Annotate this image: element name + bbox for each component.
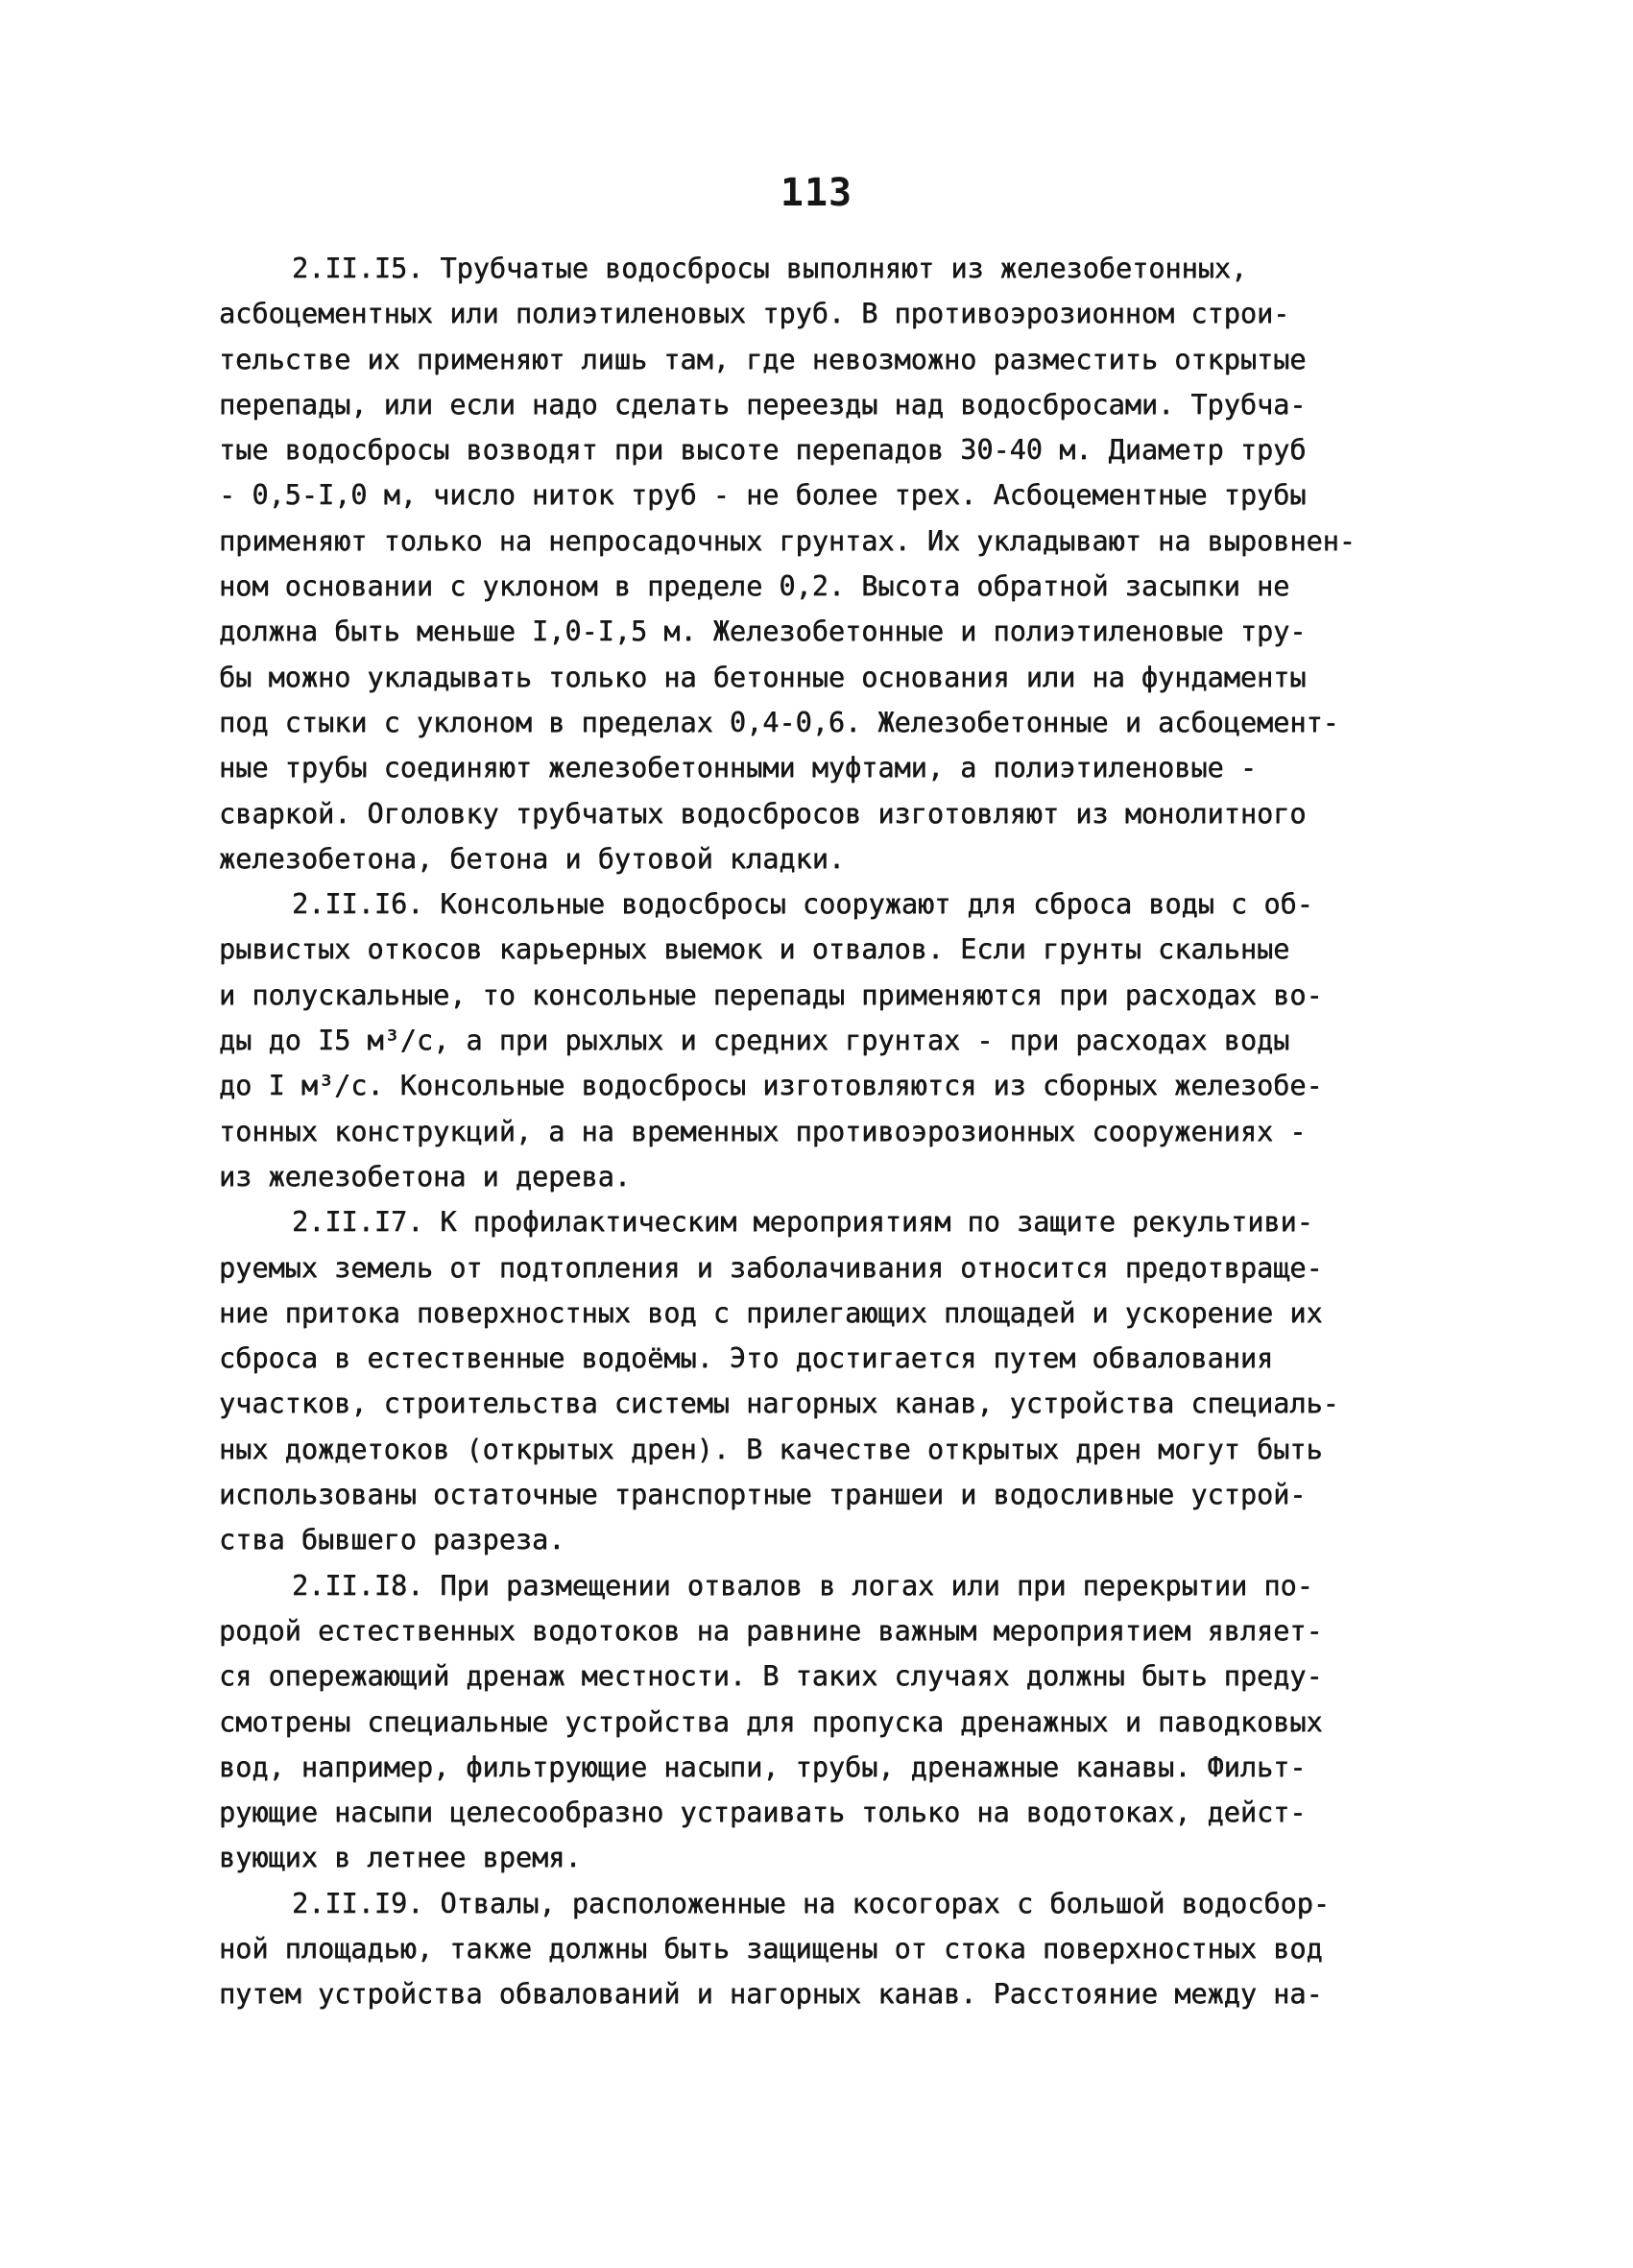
text-line: асбоцементных или полиэтиленовых труб. В противоэрозионном строи- (219, 298, 1290, 330)
text-line: железобетона, бетона и бутовой кладки. (219, 842, 846, 875)
text-line: ды до I5 м³/с, а при рыхлых и средних грунтах - при расходах воды (219, 1025, 1290, 1057)
text-line: из железобетона и дерева. (219, 1160, 631, 1193)
text-line: до I м³/с. Консольные водосбросы изготовляются из сборных железобе- (219, 1070, 1323, 1102)
text-line: использованы остаточные транспортные траншеи и водосливные устрой- (219, 1479, 1307, 1511)
text-line: участков, строительства системы нагорных канав, устройства специаль- (219, 1387, 1339, 1420)
text-line: должна быть меньше I,0-I,5 м. Железобетонные и полиэтиленовые тру- (219, 615, 1307, 648)
paragraph-2-11-15 (219, 246, 1467, 881)
text-line: перепады, или если надо сделать переезды над водосбросами. Трубча- (219, 388, 1307, 421)
text-line: руемых земель от подтопления и заболачивания относится предотвраще- (219, 1251, 1323, 1284)
text-line: тельстве их применяют лишь там, где невозможно разместить открытые (219, 343, 1307, 375)
paragraph-2-11-18 (219, 1563, 1467, 1881)
text-line: бы можно укладывать только на бетонные основания или на фундаменты (219, 661, 1307, 693)
text-line: тонных конструкций, а на временных противоэрозионных сооружениях - (219, 1115, 1307, 1147)
text-line: под стыки с уклоном в пределах 0,4-0,6. Железобетонные и асбоцемент- (219, 706, 1339, 738)
text-line: 2.II.I8. При размещении отвалов в логах или при перекрытии по- (292, 1569, 1313, 1602)
paragraph-2-11-19 (219, 1881, 1467, 2017)
text-line: ной площадью, также должны быть защищены от стока поверхностных вод (219, 1932, 1323, 1965)
text-line: применяют только на непросадочных грунтах. Их укладывают на выровнен- (219, 524, 1356, 557)
text-line: тые водосбросы возводят при высоте перепадов 30-40 м. Диаметр труб (219, 434, 1307, 467)
text-line: сваркой. Оголовку трубчатых водосбросов изготовляют из монолитного (219, 797, 1307, 830)
paragraph-2-11-16 (219, 881, 1467, 1199)
text-line: ном основании с уклоном в пределе 0,2. Высота обратной засыпки не (219, 570, 1290, 603)
text-line: ства бывшего разреза. (219, 1524, 565, 1556)
text-line: вующих в летнее время. (219, 1842, 582, 1874)
text-line: 2.II.I7. К профилактическим мероприятиям по защите рекультиви- (292, 1206, 1313, 1239)
text-line: сброса в естественные водоёмы. Это достигается путем обвалования (219, 1342, 1274, 1375)
text-line: ние притока поверхностных вод с прилегающих площадей и ускорение их (219, 1296, 1323, 1329)
text-line: - 0,5-I,0 м, число ниток труб - не более трех. Асбоцементные трубы (219, 479, 1307, 512)
text-line: 2.II.I6. Консольные водосбросы сооружают для сброса воды с об- (292, 888, 1313, 921)
text-line: вод, например, фильтрующие насыпи, трубы, дренажные канавы. Фильт- (219, 1750, 1307, 1783)
text-line: 2.II.I9. Отвалы, расположенные на косогорах с большой водосбор- (292, 1887, 1330, 1919)
text-line: рывистых откосов карьерных выемок и отвалов. Если грунты скальные (219, 933, 1290, 966)
text-line: ных дождетоков (открытых дрен). В качестве открытых дрен могут быть (219, 1433, 1323, 1465)
text-line: смотрены специальные устройства для пропуска дренажных и паводковых (219, 1705, 1323, 1738)
text-line: ся опережающий дренаж местности. В таких случаях должны быть преду- (219, 1660, 1323, 1693)
text-line: родой естественных водотоков на равнине важным мероприятием являет- (219, 1614, 1323, 1647)
text-line: ные трубы соединяют железобетонными муфтами, а полиэтиленовые - (219, 752, 1257, 784)
text-line: рующие насыпи целесообразно устраивать только на водотоках, дейст- (219, 1797, 1307, 1829)
text-line: и полускальные, то консольные перепады применяются при расходах во- (219, 978, 1323, 1011)
paragraph-2-11-17 (219, 1199, 1467, 1562)
body-text (219, 246, 1467, 2017)
text-line: 2.II.I5. Трубчатые водосбросы выполняют из железобетонных, (292, 253, 1248, 284)
page-number: 113 (780, 171, 853, 215)
text-line: путем устройства обвалований и нагорных канав. Расстояние между на- (219, 1978, 1323, 2011)
